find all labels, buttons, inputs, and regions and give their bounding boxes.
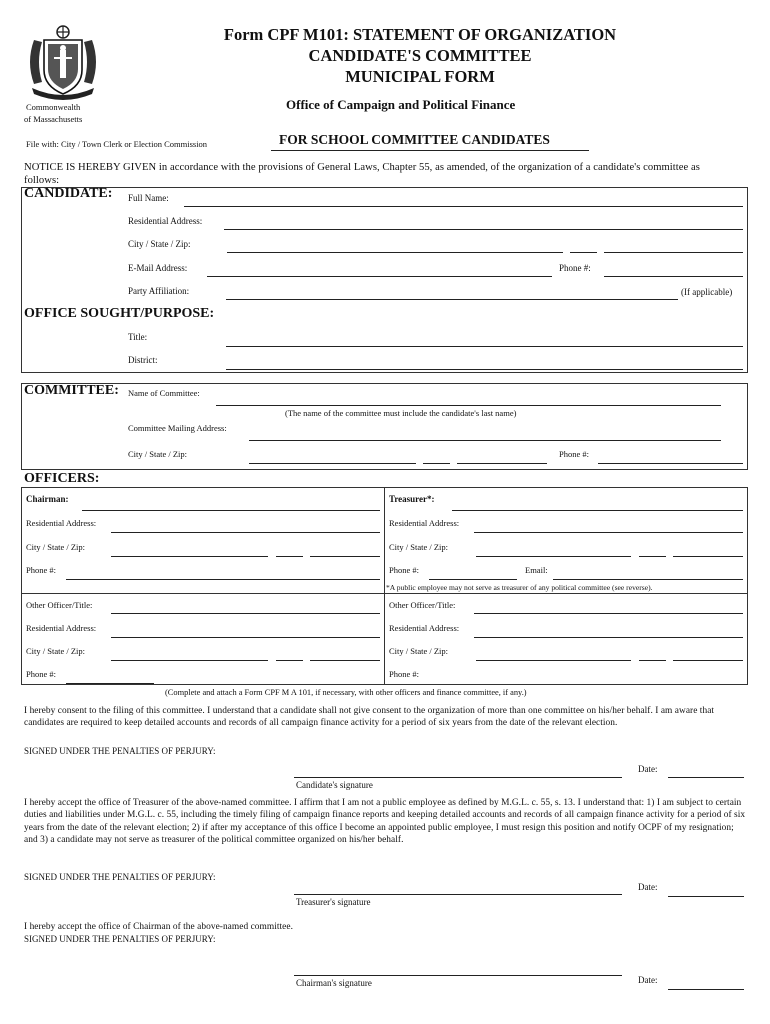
email-field[interactable] bbox=[207, 276, 552, 277]
form-title-line-1: Form CPF M101: STATEMENT OF ORGANIZATION bbox=[223, 25, 617, 44]
committee-mailing-field[interactable] bbox=[249, 440, 721, 441]
form-title-line-2: CANDIDATE'S COMMITTEE bbox=[308, 46, 532, 65]
other-officer-phone-label-left: Phone #: bbox=[26, 669, 56, 679]
party-affiliation-label: Party Affiliation: bbox=[128, 286, 190, 296]
candidate-date-field[interactable] bbox=[668, 777, 744, 778]
chairman-address-field[interactable] bbox=[111, 532, 380, 533]
full-name-label: Full Name: bbox=[128, 193, 169, 203]
committee-zip-field[interactable] bbox=[457, 463, 547, 464]
chairman-acceptance-text: I hereby accept the office of Chairman of the above-named committee. bbox=[24, 922, 293, 932]
chairman-label: Chairman: bbox=[26, 494, 69, 504]
other-officer-city-label-left: City / State / Zip: bbox=[26, 646, 86, 656]
city-state-zip-label: City / State / Zip: bbox=[128, 239, 191, 249]
complete-attach-note: (Complete and attach a Form CPF M A 101, if necessary, with other officers and finance committee, if any.) bbox=[165, 688, 527, 697]
form-subtitle: FOR SCHOOL COMMITTEE CANDIDATES bbox=[279, 132, 550, 147]
other-officer-city-field-left[interactable] bbox=[111, 660, 268, 661]
treasurer-email-field[interactable] bbox=[553, 579, 743, 580]
public-employee-note: *A public employee may not serve as treasurer of any political committee (see reverse). bbox=[386, 583, 653, 592]
other-officer-city-field-right[interactable] bbox=[476, 660, 631, 661]
other-officer-label-right: Other Officer/Title: bbox=[389, 600, 456, 610]
candidate-date-label: Date: bbox=[638, 764, 658, 774]
office-title-label: Title: bbox=[128, 332, 148, 342]
office-name: Office of Campaign and Political Finance bbox=[286, 97, 516, 112]
committee-name-note: (The name of the committee must include the candidate's last name) bbox=[285, 408, 517, 418]
officers-heading: OFFICERS: bbox=[24, 471, 100, 486]
other-officer-address-label-right: Residential Address: bbox=[389, 623, 460, 633]
file-with: File with: City / Town Clerk or Election Commission bbox=[26, 139, 208, 149]
committee-city-label: City / State / Zip: bbox=[128, 449, 188, 459]
chairman-signature-label: Chairman's signature bbox=[296, 978, 372, 988]
chairman-perjury-statement: SIGNED UNDER THE PENALTIES OF PERJURY: bbox=[24, 934, 216, 944]
other-officer-label-left: Other Officer/Title: bbox=[26, 600, 93, 610]
party-affiliation-field[interactable] bbox=[226, 299, 678, 300]
officers-column-divider bbox=[384, 487, 385, 684]
subtitle-underline bbox=[271, 150, 589, 151]
seal-caption-2: of Massachusetts bbox=[24, 114, 83, 124]
candidate-phone-field[interactable] bbox=[604, 276, 743, 277]
treasurer-signature-label: Treasurer's signature bbox=[296, 897, 371, 907]
other-officer-phone-label-right: Phone #: bbox=[389, 669, 419, 679]
other-officer-zip-field-right[interactable] bbox=[673, 660, 743, 661]
office-title-field[interactable] bbox=[226, 346, 743, 347]
other-officer-city-label-right: City / State / Zip: bbox=[389, 646, 449, 656]
city-field[interactable] bbox=[227, 252, 563, 253]
candidate-heading: CANDIDATE: bbox=[24, 186, 113, 201]
treasurer-state-field[interactable] bbox=[639, 556, 666, 557]
candidate-consent-text: I hereby consent to the filing of this committee. I understand that a candidate shall not give consent to the organization of more than one committee on his/her behalf. I am aware that candidates are required to keep detailed accounts and records of all campaign finance activity for a period of six years from the date of the relevant election. bbox=[24, 706, 715, 729]
other-officer-name-field-left[interactable] bbox=[111, 613, 380, 614]
district-label: District: bbox=[128, 355, 158, 365]
chairman-signature-field[interactable] bbox=[294, 975, 622, 976]
treasurer-phone-label: Phone #: bbox=[389, 565, 419, 575]
committee-state-field[interactable] bbox=[423, 463, 450, 464]
chairman-name-field[interactable] bbox=[82, 510, 380, 511]
treasurer-zip-field[interactable] bbox=[673, 556, 743, 557]
committee-name-label: Name of Committee: bbox=[128, 388, 200, 398]
committee-phone-field[interactable] bbox=[598, 463, 743, 464]
treasurer-signature-field[interactable] bbox=[294, 894, 622, 895]
chairman-city-label: City / State / Zip: bbox=[26, 542, 86, 552]
other-officer-zip-field-left[interactable] bbox=[310, 660, 380, 661]
candidate-signature-label: Candidate's signature bbox=[296, 780, 373, 790]
email-label: E-Mail Address: bbox=[128, 263, 188, 273]
treasurer-email-label: Email: bbox=[525, 565, 548, 575]
chairman-state-field[interactable] bbox=[276, 556, 303, 557]
residential-address-field[interactable] bbox=[224, 229, 743, 230]
state-field[interactable] bbox=[570, 252, 597, 253]
chairman-zip-field[interactable] bbox=[310, 556, 380, 557]
zip-field[interactable] bbox=[604, 252, 743, 253]
officers-row-divider bbox=[21, 593, 747, 594]
full-name-field[interactable] bbox=[184, 206, 743, 207]
other-officer-address-field-right[interactable] bbox=[474, 637, 743, 638]
candidate-phone-label: Phone #: bbox=[559, 263, 591, 273]
chairman-phone-label: Phone #: bbox=[26, 565, 56, 575]
committee-city-field[interactable] bbox=[249, 463, 416, 464]
other-officer-state-field-left[interactable] bbox=[276, 660, 303, 661]
treasurer-address-field[interactable] bbox=[474, 532, 743, 533]
treasurer-acceptance-text: I hereby accept the office of Treasurer of the above-named committee. I affirm that I am not a public employee as defined by M.G.L. c. 55, s. 13. I understand that: 1) I am subject to certain duties and liabilities under M.G.L. c. 55, including the timely filing of campaign finance reports and keeping detailed accounts and records of all campaign finance activity for a period of six years from the date of the relevant election; 2) if after my acceptance of this office I become an appointed public employee, I must resign this position and notify OCPF of my resignation; and 3) a candidate may not serve as treasurer of the political committee organized on his/her behalf. bbox=[24, 798, 746, 845]
treasurer-address-label: Residential Address: bbox=[389, 518, 460, 528]
seal-caption-1: Commonwealth bbox=[26, 102, 81, 112]
notice-text: NOTICE IS HEREBY GIVEN in accordance with the provisions of General Laws, Chapter 55, as amended, of the organization of a candidate's committee as follows: bbox=[24, 162, 700, 186]
chairman-address-label: Residential Address: bbox=[26, 518, 97, 528]
chairman-phone-field[interactable] bbox=[66, 579, 380, 580]
treasurer-name-field[interactable] bbox=[452, 510, 743, 511]
committee-heading: COMMITTEE: bbox=[24, 383, 119, 398]
form-title bbox=[130, 24, 710, 87]
candidate-signature-field[interactable] bbox=[294, 777, 622, 778]
committee-mailing-label: Committee Mailing Address: bbox=[128, 423, 227, 433]
treasurer-date-field[interactable] bbox=[668, 896, 744, 897]
treasurer-label: Treasurer*: bbox=[389, 494, 435, 504]
chairman-city-field[interactable] bbox=[111, 556, 268, 557]
treasurer-city-label: City / State / Zip: bbox=[389, 542, 449, 552]
office-sought-heading: OFFICE SOUGHT/PURPOSE: bbox=[24, 306, 215, 321]
chairman-date-field[interactable] bbox=[668, 989, 744, 990]
other-officer-name-field-right[interactable] bbox=[474, 613, 743, 614]
other-officer-state-field-right[interactable] bbox=[639, 660, 666, 661]
massachusetts-seal-icon bbox=[24, 22, 102, 102]
treasurer-date-label: Date: bbox=[638, 882, 658, 892]
committee-name-field[interactable] bbox=[216, 405, 721, 406]
candidate-perjury-statement: SIGNED UNDER THE PENALTIES OF PERJURY: bbox=[24, 746, 216, 756]
treasurer-phone-field[interactable] bbox=[429, 579, 517, 580]
form-title-line-3: MUNICIPAL FORM bbox=[345, 67, 495, 86]
treasurer-perjury-statement: SIGNED UNDER THE PENALTIES OF PERJURY: bbox=[24, 872, 216, 882]
if-applicable-note: (If applicable) bbox=[681, 287, 733, 297]
committee-phone-label: Phone #: bbox=[559, 449, 589, 459]
other-officer-address-field-left[interactable] bbox=[111, 637, 380, 638]
chairman-date-label: Date: bbox=[638, 975, 658, 985]
district-field[interactable] bbox=[226, 369, 743, 370]
residential-address-label: Residential Address: bbox=[128, 216, 203, 226]
other-officer-phone-field-left[interactable] bbox=[66, 683, 154, 684]
treasurer-city-field[interactable] bbox=[476, 556, 631, 557]
other-officer-address-label-left: Residential Address: bbox=[26, 623, 97, 633]
